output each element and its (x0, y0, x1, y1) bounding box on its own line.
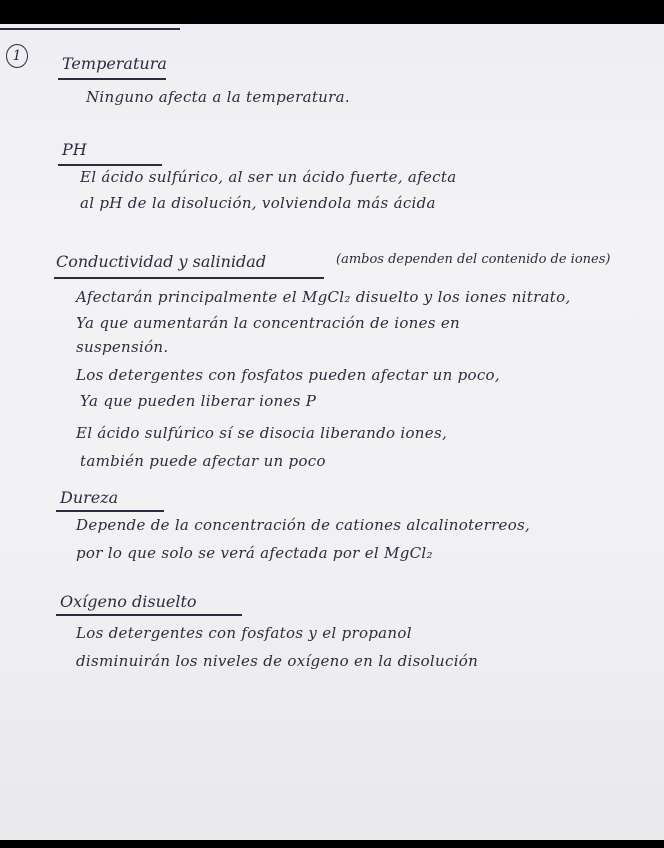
top-rule-line (0, 28, 180, 30)
conductividad-line-7: también puede afectar un poco (80, 452, 326, 470)
heading-dureza: Dureza (60, 488, 119, 507)
heading-oxigeno: Oxígeno disuelto (60, 592, 197, 611)
heading-conductividad: Conductividad y salinidad (56, 252, 267, 271)
underline-conductividad (54, 277, 324, 279)
question-number: 1 (6, 44, 28, 68)
bottom-border (0, 840, 664, 848)
conductividad-line-2: Ya que aumentarán la concentración de iones en (76, 314, 460, 332)
conductividad-note: (ambos dependen del contenido de iones) (336, 252, 611, 267)
oxigeno-line-2: disminuirán los niveles de oxígeno en la disolución (76, 652, 479, 670)
heading-ph: PH (62, 140, 87, 159)
conductividad-line-6: El ácido sulfúrico sí se disocia liberando iones, (76, 424, 448, 442)
underline-temperatura (58, 78, 166, 80)
underline-ph (58, 164, 162, 166)
dureza-line-1: Depende de la concentración de cationes alcalinoterreos, (76, 516, 531, 534)
underline-dureza (56, 510, 164, 512)
temperatura-line: Ninguno afecta a la temperatura. (86, 88, 350, 106)
oxigeno-line-1: Los detergentes con fosfatos y el propanol (76, 624, 412, 642)
ph-line-1: El ácido sulfúrico, al ser un ácido fuerte, afecta (80, 168, 457, 186)
conductividad-line-5: Ya que pueden liberar iones P (80, 392, 317, 410)
conductividad-line-1: Afectarán principalmente el MgCl₂ disuelto y los iones nitrato, (76, 288, 571, 306)
heading-temperatura: Temperatura (62, 54, 167, 73)
top-border (0, 0, 664, 24)
conductividad-line-4: Los detergentes con fosfatos pueden afectar un poco, (76, 366, 500, 384)
dureza-line-2: por lo que solo se verá afectada por el MgCl₂ (76, 544, 433, 562)
ph-line-2: al pH de la disolución, volviendola más ácida (80, 194, 436, 212)
underline-oxigeno (56, 614, 242, 616)
conductividad-line-3: suspensión. (76, 338, 169, 356)
